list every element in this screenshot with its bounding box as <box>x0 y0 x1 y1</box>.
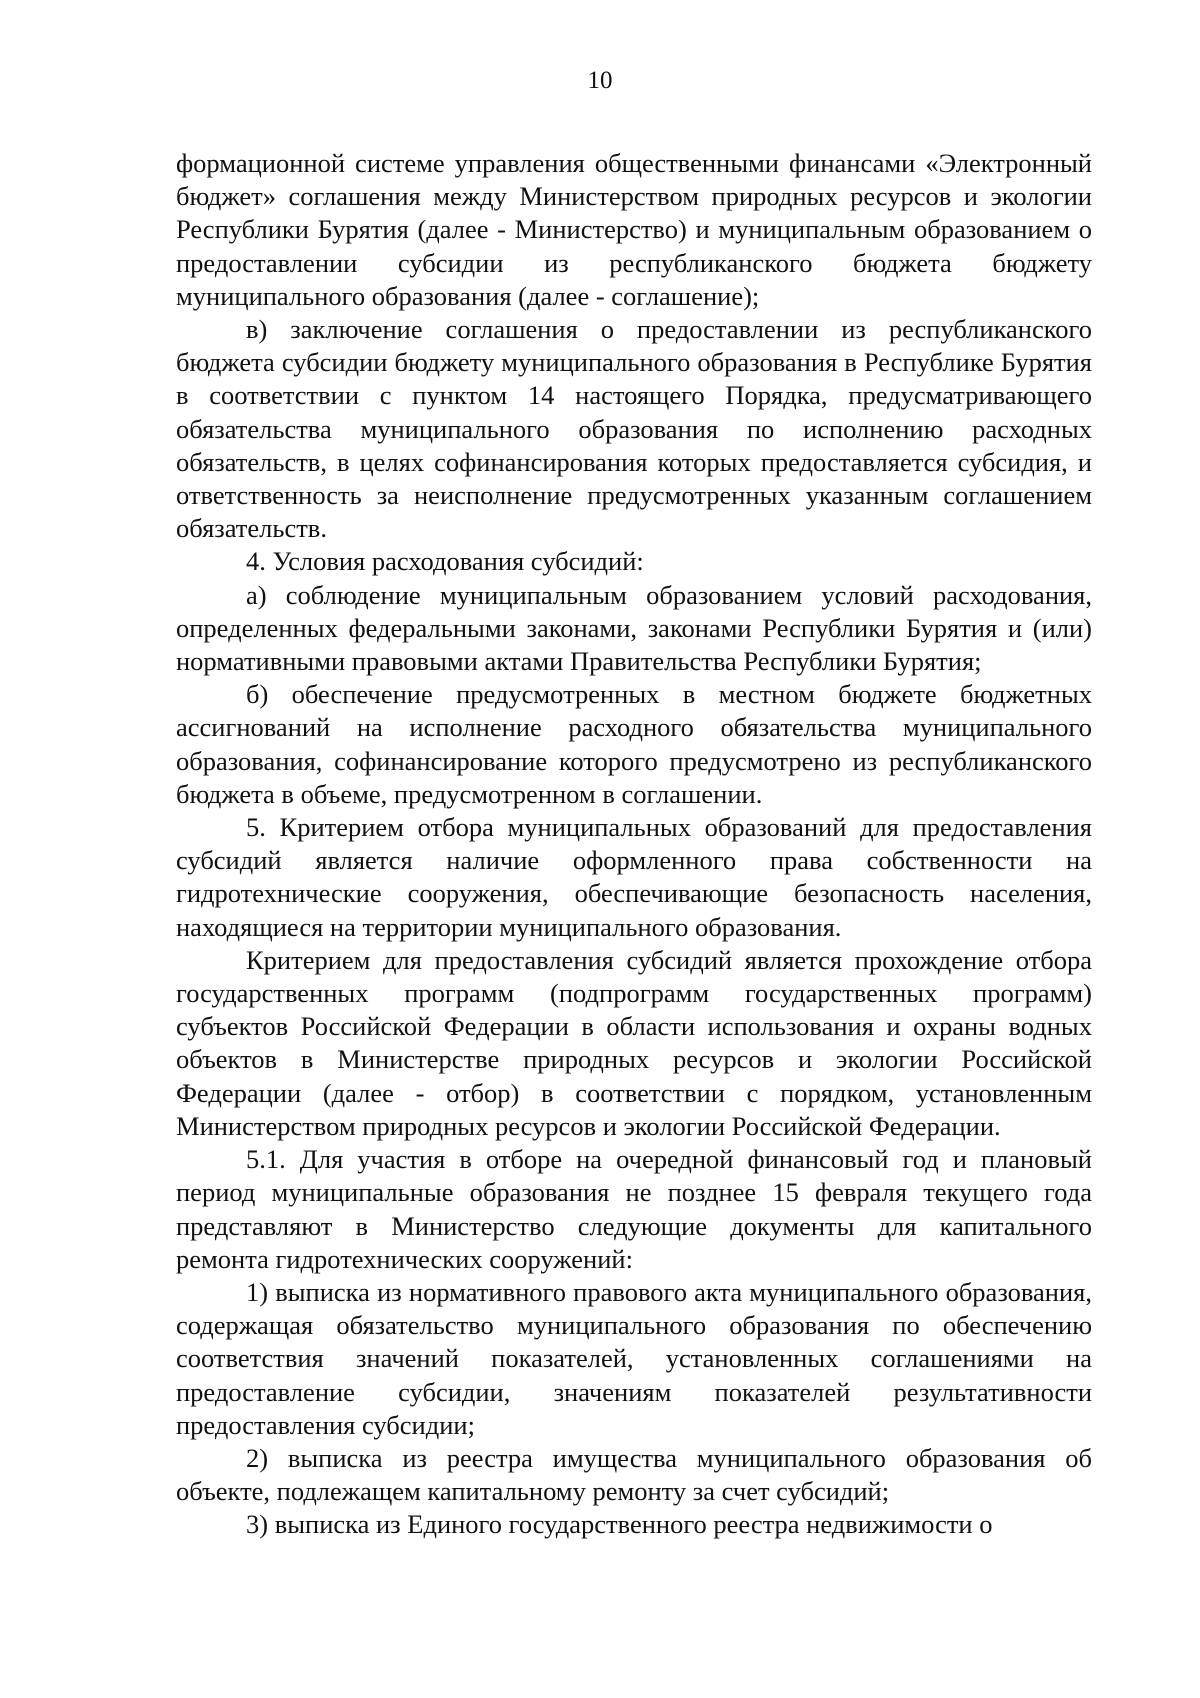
paragraph-section-5-1: 5.1. Для участия в отборе на очередной финансовый год и плановый период муниципальные образования не позднее 15 февраля текущего года представляют в Министерство следующие документы для капитального ремонта гидротехнических сооружений: <box>176 1144 1092 1274</box>
paragraph-item-v: в) заключение соглашения о предоставлении из республиканского бюджета субсидии бюджету муниципального образования в Республике Бурятия в соответствии с пунктом 14 настоящего Порядка, предусматривающего обязательства муниципального образования по исполнению расходных обязательств, в целях софинансирования которых предоставляется субсидия, и ответственность за неисполнение предусмотренных указанным соглашением обязательств. <box>176 314 1092 544</box>
document-body <box>176 147 1092 1542</box>
page-number: 10 <box>587 67 613 94</box>
paragraph-item-3: 3) выписка из Единого государственного реестра недвижимости о <box>246 1509 993 1540</box>
paragraph-item-2: 2) выписка из реестра имущества муниципального образования об объекте, подлежащем капитальному ремонту за счет субсидий; <box>176 1442 1092 1507</box>
paragraph-selection-criterion: Критерием для предоставления субсидий является прохождение отбора государственных программ (подпрограмм государственных программ) субъектов Российской Федерации в области использования и охраны водных объектов в Министерстве природных ресурсов и экологии Российской Федерации (далее - отбор) в соответствии с порядком, установленным Министерством природных ресурсов и экологии Российской Федерации. <box>176 944 1092 1141</box>
paragraph-item-a: а) соблюдение муниципальным образованием условий расходования, определенных федеральными законами, законами Республики Бурятия и (или) нормативными правовыми актами Правительства Республики Бурятия; <box>176 579 1092 677</box>
paragraph-item-b: б) обеспечение предусмотренных в местном бюджете бюджетных ассигнований на исполнение расходного обязательства муниципального образования, софинансирование которого предусмотрено из республиканского бюджета в объеме, предусмотренном в соглашении. <box>176 679 1092 809</box>
paragraph-continuation: формационной системе управления общественными финансами «Электронный бюджет» соглашения между Министерством природных ресурсов и экологии Республики Бурятия (далее - Министерство) и муниципальным образованием о предоставлении субсидии из республиканского бюджета бюджету муниципального образования (далее - соглашение); <box>176 148 1092 311</box>
paragraph-section-5: 5. Критерием отбора муниципальных образований для предоставления субсидий является наличие оформленного права собственности на гидротехнические сооружения, обеспечивающие безопасность населения, находящиеся на территории муниципального образования. <box>176 812 1092 942</box>
paragraph-section-4: 4. Условия расходования субсидий: <box>246 546 644 577</box>
paragraph-item-1: 1) выписка из нормативного правового акта муниципального образования, содержащая обязательство муниципального образования по обеспечению соответствия значений показателей, установленных соглашениями на предоставление субсидии, значениям показателей результативности предоставления субсидии; <box>176 1276 1092 1440</box>
